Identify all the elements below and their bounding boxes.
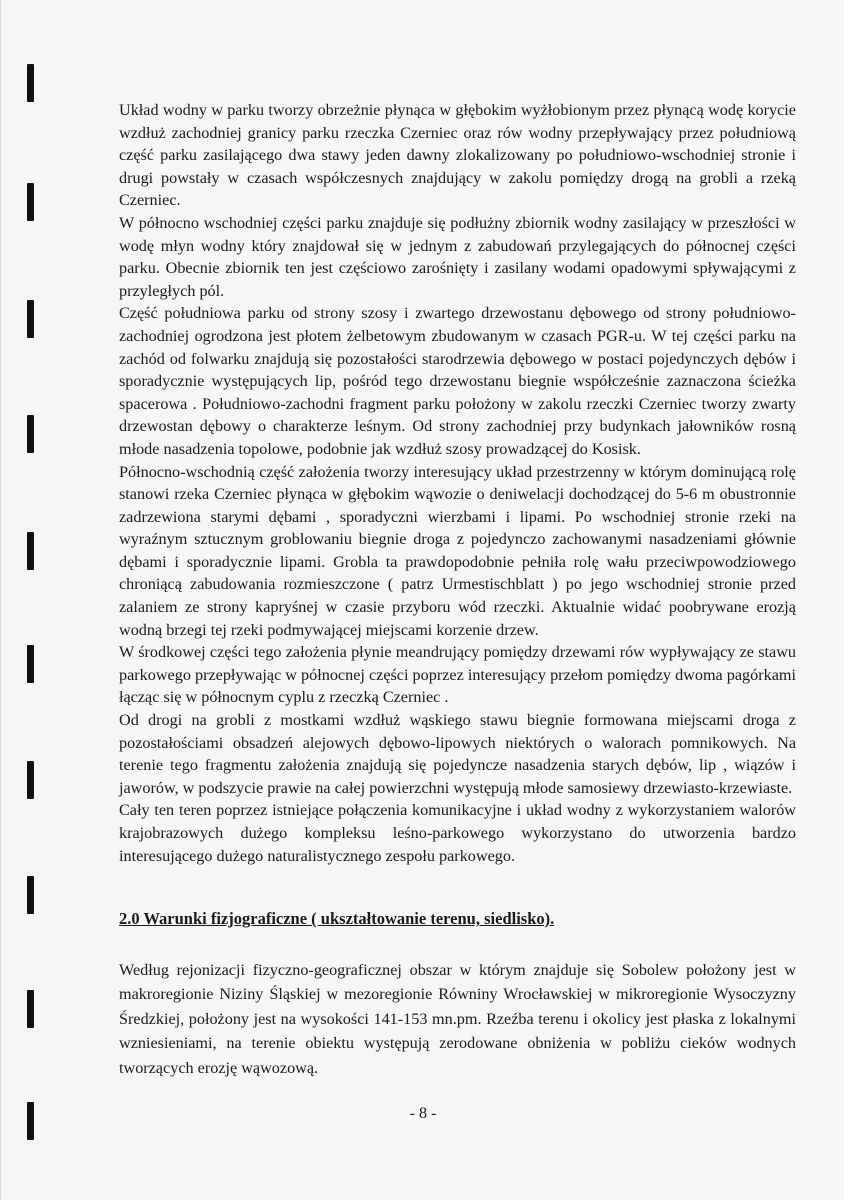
paragraph: W północno wschodniej części parku znajduje się podłużny zbiornik wodny zasilający w przeszłości w wodę młyn wodny który znajdował się w jednym z zabudowań przylegających do północnej części parku. Obecnie zbiornik ten jest częściowo zarośnięty i zasilany wodami opadowymi spływającymi z przyległych pól. [119, 213, 796, 300]
punch-mark [27, 761, 34, 799]
paragraph: Cały ten teren poprzez istniejące połączenia komunikacyjne i układ wodny z wykorzystaniem walorów krajobrazowych dużego kompleksu leśno-parkowego wykorzystano do utworzenia bardzo interesującego dużego naturalistycznego zespołu parkowego. [119, 801, 796, 865]
paragraph: Układ wodny w parku tworzy obrzeżnie płynąca w głębokim wyżłobionym przez płynącą wodę korycie wzdłuż zachodniej granicy parku rzeczka Czerniec oraz rów wodny przepływający przez południową część parku zasilającego dwa stawy jeden dawny zlokalizowany po południowo-wschodniej stronie i drugi powstały w czasach współczesnych znajdujący w zakolu pomiędzy drogą na grobli a rzeką Czerniec. [119, 101, 796, 210]
section-paragraph: Według rejonizacji fizyczno-geograficznej obszar w którym znajduje się Sobolew położony jest w makroregionie Niziny Śląskiej w mezoregionie Równiny Wrocławskiej w mikroregionie Wysoczyzny Średzkiej, położony jest na wysokości 141-153 mn.pm. Rzeźba terenu i okolicy jest płaska z lokalnymi wzniesieniami, na terenie obiektu występują zerodowane obniżenia w pobliżu cieków wodnych tworzących erozję wąwozową. [119, 960, 796, 1077]
punch-mark [27, 645, 34, 683]
punch-mark [27, 990, 34, 1028]
punch-mark [27, 415, 34, 453]
paragraph: Północno-wschodnią część założenia tworzy interesujący układ przestrzenny w którym dominującą rolę stanowi rzeka Czerniec płynąca w głębokim wąwozie o deniwelacji dochodzącej do 5-6 m obustronnie zadrzewiona starymi dębami , sporadyczni wierzbami i lipami. Po wschodniej stronie rzeki na wyraźnym sztucznym groblowaniu biegnie droga z pojedynczo zachowanymi nasadzeniami głównie dębami i sporadycznie lipami. Grobla ta prawdopodobnie pełniła rolę wału przeciwpowodziowego chroniącą zabudowania rozmieszczone ( patrz Urmestischblatt ) po jego wschodniej stronie przed zalaniem ze strony kapryśnej w czasie przyboru wód rzeczki. Aktualnie widać poobrywane erozją wodną brzegi tej rzeki podmywającej miejscami korzenie drzew. [119, 462, 796, 639]
paragraph: Od drogi na grobli z mostkami wzdłuż wąskiego stawu biegnie formowana miejscami droga z pozostałościami obsadzeń alejowych dębowo-lipowych niektórych o walorach pomnikowych. Na terenie tego fragmentu założenia znajdują się pojedyncze nasadzenia starych dębów, lip , wiązów i jaworów, w podszycie prawie na całej powierzchni występują młode samosiewy drzewiasto-krzewiaste. [119, 711, 796, 797]
punch-mark [27, 64, 34, 102]
paragraph: Część południowa parku od strony szosy i zwartego drzewostanu dębowego od strony południowo-zachodniej ogrodzona jest płotem żelbetowym zbudowanym w czasach PGR-u. W tej części parku na zachód od folwarku znajdują się pozostałości starodrzewia dębowego w postaci pojedynczych dębów i sporadycznie występujących lip, pośród tego drzewostanu biegnie współcześnie zaznaczona ścieżka spacerowa . Południowo-zachodni fragment parku położony w zakolu rzeczki Czerniec tworzy zwarty drzewostan dębowy o charakterze leśnym. Od strony zachodniej przy budynkach jałowników rosną młode nasadzenia topolowe, podobnie jak wzdłuż szosy prowadzącej do Kosisk. [119, 304, 796, 458]
page-number: - 8 - [409, 1105, 437, 1122]
punch-mark [27, 183, 34, 221]
section-heading: 2.0 Warunki fizjograficzne ( ukształtowanie terenu, siedlisko). [119, 909, 555, 929]
punch-mark [27, 300, 34, 338]
punch-mark [27, 876, 34, 914]
page-body [119, 99, 796, 1080]
punch-mark [27, 532, 34, 570]
paragraph: W środkowej części tego założenia płynie meandrujący pomiędzy drzewami rów wypływający ze stawu parkowego przepływając w północnej części poprzez interesujący przełom pomiędzy dwoma pagórkami łącząc się w północnym cyplu z rzeczką Czerniec . [119, 643, 796, 707]
